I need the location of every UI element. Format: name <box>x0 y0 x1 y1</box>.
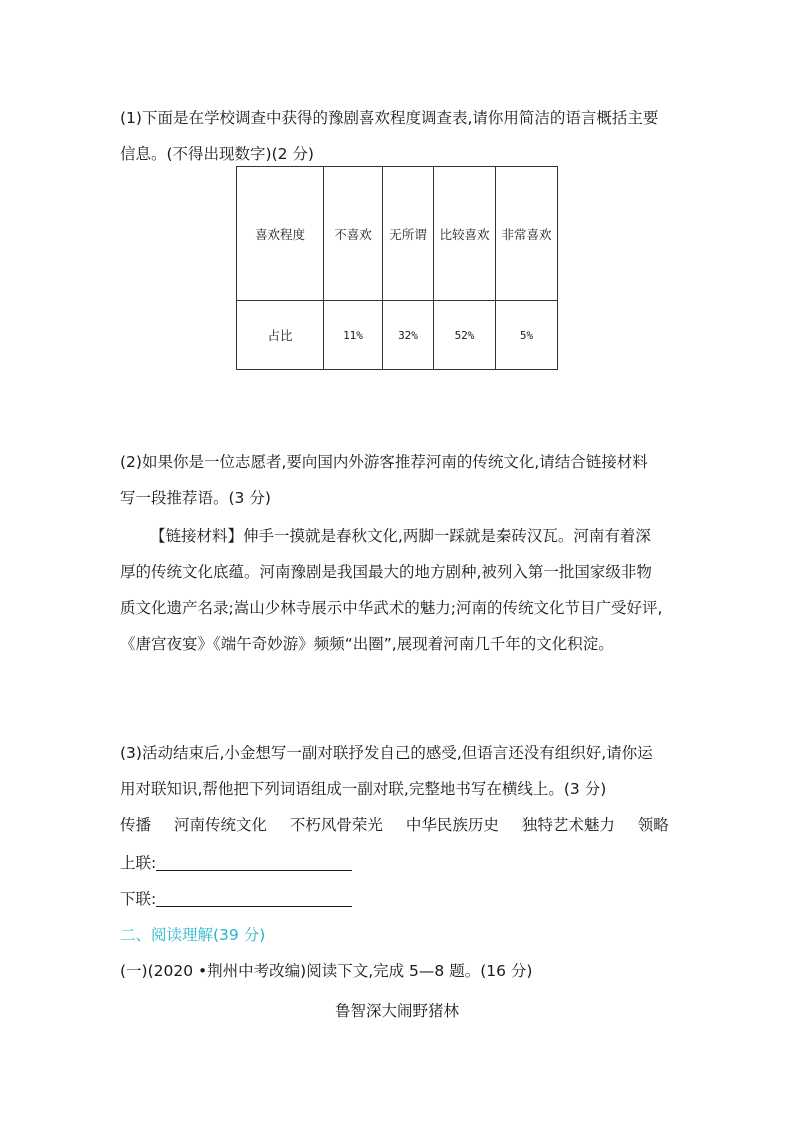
q1-line1: (1)下面是在学校调查中获得的豫剧喜欢程度调查表,请你用简洁的语言概括主要 <box>120 109 659 127</box>
table-col-header: 非常喜欢 <box>496 167 558 301</box>
survey-table <box>236 166 558 370</box>
q1-line2: 信息。(不得出现数字)(2 分) <box>120 145 314 163</box>
word-item: 河南传统文化 <box>173 816 267 834</box>
table-cell: 11% <box>324 301 383 370</box>
reading-instruction: (一)(2020 •荆州中考改编)阅读下文,完成 5—8 题。(16 分) <box>120 962 533 980</box>
word-bank <box>120 815 687 835</box>
table-row-label: 占比 <box>237 301 324 370</box>
upper-couplet <box>120 853 352 873</box>
upper-couplet-blank[interactable] <box>156 854 352 871</box>
word-item: 领略 <box>637 816 669 834</box>
table-col-header: 不喜欢 <box>324 167 383 301</box>
lower-couplet <box>120 889 352 909</box>
q3-line1: (3)活动结束后,小金想写一副对联抒发自己的感受,但语言还没有组织好,请你运 <box>120 744 653 762</box>
q2-line2: 写一段推荐语。(3 分) <box>120 489 271 507</box>
q2-line1: (2)如果你是一位志愿者,要向国内外游客推荐河南的传统文化,请结合链接材料 <box>120 453 648 471</box>
lower-couplet-blank[interactable] <box>156 890 352 907</box>
material-line: 厚的传统文化底蕴。河南豫剧是我国最大的地方剧种,被列入第一批国家级非物 <box>120 563 652 581</box>
table-cell: 5% <box>496 301 558 370</box>
word-item: 中华民族历史 <box>405 816 499 834</box>
lower-couplet-label: 下联: <box>120 890 157 908</box>
word-item: 独特艺术魅力 <box>521 816 615 834</box>
table-col-header: 比较喜欢 <box>434 167 496 301</box>
table-row <box>237 301 558 370</box>
word-item: 不朽风骨荣光 <box>289 816 383 834</box>
upper-couplet-label: 上联: <box>120 854 157 872</box>
table-cell: 52% <box>434 301 496 370</box>
word-item: 传播 <box>120 816 152 834</box>
material-line: 《唐宫夜宴》《端午奇妙游》频频“出圈”,展现着河南几千年的文化积淀。 <box>120 635 614 653</box>
q3-line2: 用对联知识,帮他把下列词语组成一副对联,完整地书写在横线上。(3 分) <box>120 780 607 798</box>
table-col-header: 无所谓 <box>383 167 434 301</box>
article-title: 鲁智深大闹野猪林 <box>334 1002 459 1020</box>
material-line: 【链接材料】伸手一摸就是春秋文化,两脚一踩就是秦砖汉瓦。河南有着深 <box>150 527 651 545</box>
table-row <box>237 167 558 301</box>
table-cell: 32% <box>383 301 434 370</box>
section-heading: 二、阅读理解(39 分) <box>120 926 266 944</box>
table-header-label: 喜欢程度 <box>237 167 324 301</box>
material-line: 质文化遗产名录;嵩山少林寺展示中华武术的魅力;河南的传统文化节目广受好评, <box>120 599 663 617</box>
